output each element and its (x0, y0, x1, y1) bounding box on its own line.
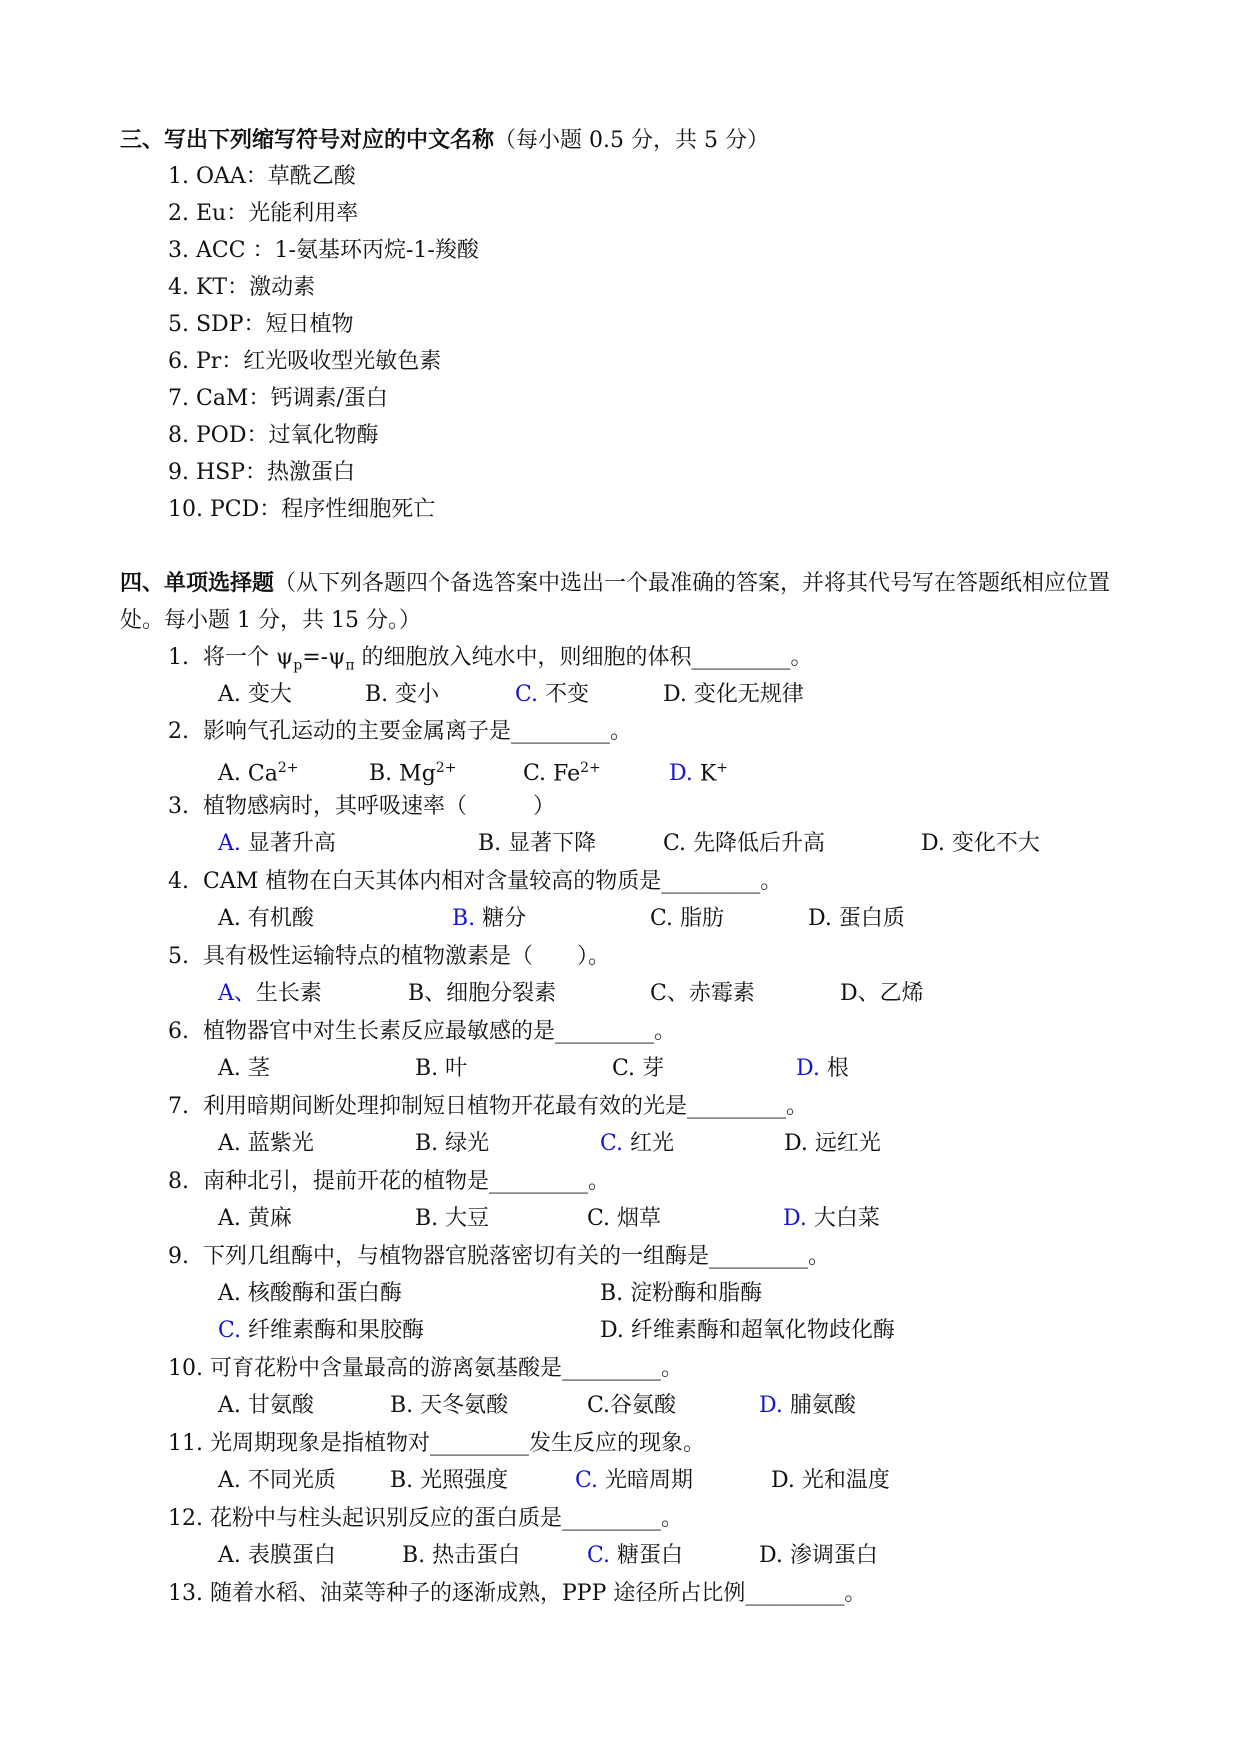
abbr-item: 2. Eu：光能利用率 (168, 201, 359, 226)
question-text: 利用暗期间断处理抑制短日植物开花最有效的光是_________。 (203, 1094, 809, 1119)
option-letter-answer: C. (587, 1543, 611, 1568)
option-answer (669, 750, 728, 792)
question-12 (168, 1500, 683, 1537)
section-4-heading (120, 565, 1130, 639)
question-number: 8. (168, 1169, 189, 1194)
question-number: 3. (168, 794, 189, 819)
option-text: 有机酸 (247, 906, 314, 931)
option-answer (600, 1125, 674, 1162)
option-text: Mg (399, 761, 436, 787)
option-letter: C. (587, 1206, 611, 1231)
option-text: 糖蛋白 (617, 1543, 684, 1568)
option-letter: D. (600, 1318, 624, 1343)
option-letter: B. (390, 1393, 414, 1418)
option-text: 甘氨酸 (247, 1393, 314, 1418)
option-letter-answer: A. (218, 831, 241, 856)
option (587, 1200, 661, 1237)
option-text: 脯氨酸 (789, 1393, 856, 1418)
option-text: 茎 (247, 1056, 270, 1081)
option (612, 1050, 664, 1087)
option-text: 显著下降 (508, 831, 597, 856)
option-text: Fe (553, 761, 581, 787)
option-text: K (699, 761, 717, 787)
option-text: 变小 (395, 682, 440, 707)
option-letter: C. (663, 831, 687, 856)
option-text: 光和温度 (801, 1468, 890, 1493)
option-text: 芽 (642, 1056, 665, 1081)
question-text: 植物器官中对生长素反应最敏感的是_________。 (203, 1019, 677, 1044)
question-number: 2. (168, 719, 189, 744)
question-text: 植物感病时，其呼吸速率（ ） (203, 794, 556, 819)
option-text: 细胞分裂素 (446, 981, 557, 1006)
question-number: 13. (168, 1581, 203, 1606)
option (650, 900, 724, 937)
abbr-item: 7. CaM：钙调素/蛋白 (168, 386, 388, 411)
option-letter: A. (218, 1393, 241, 1418)
option (663, 676, 804, 713)
question-number: 7. (168, 1094, 189, 1119)
option-letter: C、 (650, 981, 689, 1006)
option-letter: B. (365, 682, 389, 707)
option-letter: D、 (840, 981, 880, 1006)
question-text: 南种北引，提前开花的植物是_________。 (203, 1169, 611, 1194)
option-text: 变化不大 (951, 831, 1040, 856)
option-text: 纤维素酶和超氧化物歧化酶 (630, 1318, 895, 1343)
option (218, 1125, 314, 1162)
question-9 (168, 1238, 830, 1275)
option-letter: A. (218, 1543, 241, 1568)
question-13 (168, 1575, 866, 1612)
option-answer (796, 1050, 849, 1087)
section-4-note: （从下列各题四个备选答案中选出一个最准确的答案，并将其代号写在答题纸相应位置处。每小题 1 分，共 15 分。） (120, 571, 1111, 633)
option (218, 1275, 402, 1312)
question-number: 6. (168, 1019, 189, 1044)
abbr-item: 10. PCD：程序性细胞死亡 (168, 497, 436, 522)
option-text: 天冬氨酸 (420, 1393, 509, 1418)
abbr-item: 4. KT：激动素 (168, 275, 316, 300)
option-text: 不同光质 (247, 1468, 336, 1493)
option-answer (218, 825, 336, 862)
question-11 (168, 1425, 705, 1462)
question-text: =-ψ (302, 645, 346, 670)
option-text: 变化无规律 (693, 682, 804, 707)
option-letter: A. (218, 682, 241, 707)
option (523, 750, 601, 792)
option-text: 大豆 (445, 1206, 490, 1231)
option-letter: D. (663, 682, 687, 707)
question-number: 1. (168, 645, 189, 670)
question-text: 随着水稻、油菜等种子的逐渐成熟，PPP 途径所占比例_________。 (210, 1581, 867, 1606)
option-letter: C. (523, 761, 547, 787)
question-10 (168, 1350, 683, 1387)
option-letter-answer: C. (600, 1131, 624, 1156)
option-letter: B. (600, 1281, 624, 1306)
abbr-item: 3. ACC ：1-氨基环丙烷-1-羧酸 (168, 238, 479, 263)
option-text: 纤维素酶和果胶酶 (248, 1318, 425, 1343)
option (600, 1275, 762, 1312)
option-letter-answer: D. (759, 1393, 783, 1418)
question-7 (168, 1088, 808, 1125)
option-text: 赤霉素 (688, 981, 755, 1006)
question-6 (168, 1013, 676, 1050)
option-text: 绿光 (445, 1131, 490, 1156)
option-letter: A. (218, 1131, 241, 1156)
question-number: 5. (168, 944, 189, 969)
option-letter: A. (218, 906, 241, 931)
abbr-item: 8. POD：过氧化物酶 (168, 423, 379, 448)
option-text: 显著升高 (247, 831, 336, 856)
option-letter: A. (218, 761, 241, 787)
option-letter: B. (478, 831, 502, 856)
option-letter: A. (218, 1056, 241, 1081)
option-letter-answer: D. (796, 1056, 820, 1081)
option (415, 1125, 489, 1162)
option (415, 1200, 489, 1237)
option-text: Ca (247, 761, 278, 787)
option (390, 1387, 508, 1424)
option-letter-answer: C. (575, 1468, 599, 1493)
option-letter: D. (759, 1543, 783, 1568)
option (218, 1537, 336, 1574)
option (840, 975, 924, 1012)
option (218, 1050, 270, 1087)
section-4-title: 四、单项选择题 (120, 570, 275, 596)
superscript: 2+ (580, 760, 601, 776)
question-text: CAM 植物在白天其体内相对含量较高的物质是_________。 (203, 869, 783, 894)
option-text: 大白菜 (813, 1206, 880, 1231)
option-text: 渗调蛋白 (789, 1543, 878, 1568)
question-text: 影响气孔运动的主要金属离子是_________。 (203, 719, 633, 744)
subscript: p (293, 657, 303, 674)
option-text: 不变 (545, 682, 590, 707)
option-text: 淀粉酶和脂酶 (630, 1281, 763, 1306)
option-text: 生长素 (255, 981, 322, 1006)
option-letter: B. (390, 1468, 414, 1493)
option (808, 900, 905, 937)
section-3-heading (120, 122, 769, 159)
option (218, 1387, 314, 1424)
option-text: 糖分 (482, 906, 527, 931)
option-text: 脂肪 (680, 906, 725, 931)
option (771, 1462, 890, 1499)
option-letter: A. (218, 1206, 241, 1231)
question-4 (168, 863, 782, 900)
option-letter: C. (612, 1056, 636, 1081)
question-number: 12. (168, 1506, 203, 1531)
option-answer (759, 1387, 856, 1424)
option-letter-answer: B. (452, 906, 476, 931)
question-text: 花粉中与柱头起识别反应的蛋白质是_________。 (210, 1506, 684, 1531)
question-text: 的细胞放入纯水中，则细胞的体积_________。 (354, 645, 813, 670)
option-text: 叶 (445, 1056, 468, 1081)
question-number: 4. (168, 869, 189, 894)
option-text: 蛋白质 (838, 906, 905, 931)
option (784, 1125, 881, 1162)
option-letter: B. (415, 1206, 439, 1231)
option-text: 先降低后升高 (693, 831, 826, 856)
option-answer (452, 900, 526, 937)
question-8 (168, 1163, 610, 1200)
option-text: 根 (826, 1056, 849, 1081)
option-letter: B、 (408, 981, 447, 1006)
option-letter-answer: C. (218, 1318, 242, 1343)
option (402, 1537, 520, 1574)
option-letter: D. (784, 1131, 808, 1156)
section-3-note: （每小题 0.5 分，共 5 分） (494, 128, 769, 153)
option-answer (783, 1200, 880, 1237)
superscript: 2+ (277, 760, 299, 776)
option-letter: B. (415, 1131, 439, 1156)
option (600, 1312, 895, 1349)
option-text: 红光 (630, 1131, 675, 1156)
option-text: 表膜蛋白 (247, 1543, 336, 1568)
abbr-item: 5. SDP：短日植物 (168, 312, 354, 337)
option (218, 900, 314, 937)
option (218, 1462, 336, 1499)
option (587, 1387, 676, 1424)
option (478, 825, 596, 862)
option (921, 825, 1040, 862)
superscript: + (716, 760, 729, 776)
question-5 (168, 938, 610, 975)
option-answer (575, 1462, 693, 1499)
option (390, 1462, 508, 1499)
option-letter: D. (771, 1468, 795, 1493)
question-number: 9. (168, 1244, 189, 1269)
option-text: 热击蛋白 (432, 1543, 521, 1568)
option (218, 676, 292, 713)
option-text: 烟草 (617, 1206, 662, 1231)
option-letter: B. (369, 761, 393, 787)
option-answer (218, 975, 322, 1012)
question-text: 具有极性运输特点的植物激素是（ ）。 (203, 944, 611, 969)
abbr-item: 6. Pr：红光吸收型光敏色素 (168, 349, 442, 374)
option-text: 黄麻 (247, 1206, 292, 1231)
option (218, 750, 298, 792)
section-3-title: 三、写出下列缩写符号对应的中文名称 (120, 127, 495, 153)
option-text: 光暗周期 (605, 1468, 694, 1493)
question-3 (168, 788, 555, 825)
option-letter: C. (650, 906, 674, 931)
option-text: 光照强度 (420, 1468, 509, 1493)
question-number: 11. (168, 1431, 203, 1456)
option-text: 核酸酶和蛋白酶 (247, 1281, 402, 1306)
option-text: 谷氨酸 (610, 1393, 677, 1418)
option-text: 蓝紫光 (247, 1131, 314, 1156)
option (408, 975, 556, 1012)
option-letter: A. (218, 1468, 241, 1493)
question-text: 光周期现象是指植物对_________发生反应的现象。 (210, 1431, 706, 1456)
option-letter-answer: D. (669, 761, 693, 787)
question-2 (168, 713, 632, 750)
option-letter-answer: D. (783, 1206, 807, 1231)
option-letter: D. (808, 906, 832, 931)
abbr-item: 9. HSP：热激蛋白 (168, 460, 356, 485)
subscript: π (345, 657, 355, 674)
option-letter: A. (218, 1281, 241, 1306)
abbr-item: 1. OAA：草酰乙酸 (168, 164, 356, 189)
option (365, 676, 439, 713)
option-text: 变大 (247, 682, 292, 707)
option (415, 1050, 467, 1087)
option-text: 乙烯 (879, 981, 924, 1006)
superscript: 2+ (435, 760, 457, 776)
question-number: 10. (168, 1356, 203, 1381)
option (369, 750, 456, 792)
option-letter: B. (402, 1543, 426, 1568)
option-letter: B. (415, 1056, 439, 1081)
option-answer (515, 676, 589, 713)
option-letter: C. (587, 1393, 611, 1418)
option-answer (587, 1537, 683, 1574)
option (650, 975, 755, 1012)
option-answer (218, 1312, 424, 1349)
option-letter-answer: C. (515, 682, 539, 707)
question-text: 下列几组酶中，与植物器官脱落密切有关的一组酶是_________。 (203, 1244, 831, 1269)
option (663, 825, 825, 862)
option (218, 1200, 292, 1237)
option (759, 1537, 878, 1574)
option-letter: D. (921, 831, 945, 856)
question-text: 将一个 ψ (203, 645, 294, 670)
question-text: 可育花粉中含量最高的游离氨基酸是_________。 (210, 1356, 684, 1381)
option-letter-answer: A、 (218, 981, 256, 1006)
option-text: 远红光 (814, 1131, 881, 1156)
